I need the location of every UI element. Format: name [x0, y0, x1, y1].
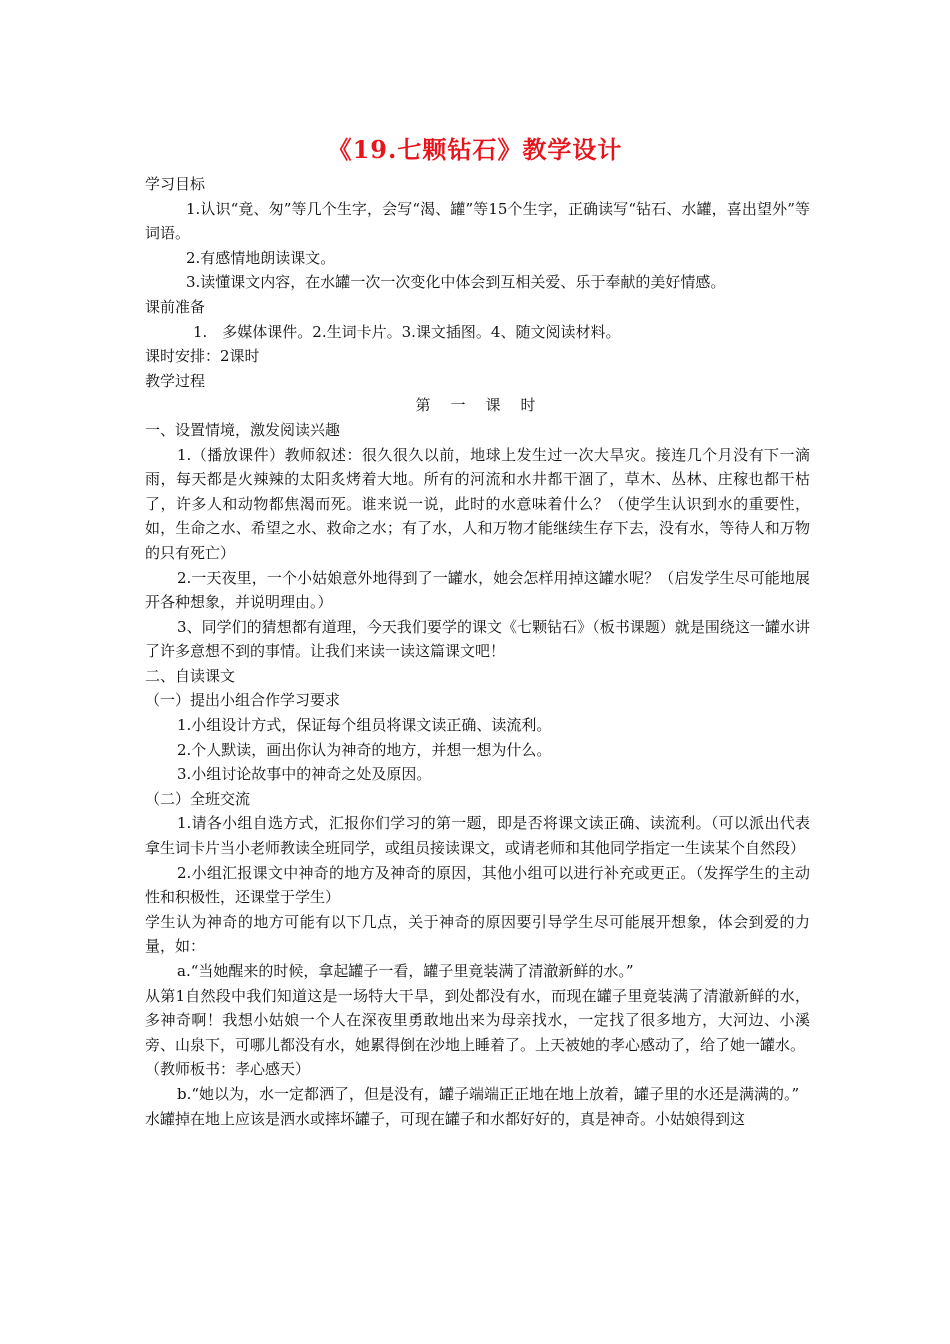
paragraph: 学习目标 — [145, 175, 206, 193]
paragraph: 2.一天夜里，一个小姑娘意外地得到了一罐水，她会怎样用掉这罐水呢？（启发学生尽可能地展开各种想象，并说明理由。） — [145, 568, 810, 612]
paragraph: 课时安排：2课时 — [145, 347, 260, 366]
paragraph: 一、设置情境，激发阅读兴趣 — [145, 420, 341, 439]
paragraph: 2.小组汇报课文中神奇的地方及神奇的原因，其他小组可以进行补充或更正。（发挥学生的主动性和积极性，还课堂于学生） — [145, 863, 810, 907]
paragraph: a.“当她醒来的时候，拿起罐子一看，罐子里竟装满了清澈新鲜的水。” — [177, 962, 634, 980]
document-title: 《19.七颗钻石》教学设计 — [327, 135, 623, 164]
document-body — [145, 172, 810, 1131]
paragraph: 水罐掉在地上应该是洒水或摔坏罐子，可现在罐子和水都好好的，真是神奇。小姑娘得到这 — [145, 1109, 746, 1128]
paragraph: b.“她以为，水一定都洒了，但是没有，罐子端端正正地在地上放着，罐子里的水还是满满的。” — [177, 1084, 800, 1103]
paragraph: 从第1自然段中我们知道这是一场特大干旱，到处都没有水，而现在罐子里竟装满了清澈新鲜的水，多神奇啊！我想小姑娘一个人在深夜里勇敢地出来为母亲找水，一定找了很多地方，大河边、小溪旁、山泉下，可哪儿都没有水，她累得倒在沙地上睡着了。上天被她的孝心感动了，给了她一罐水。 — [145, 986, 810, 1054]
paragraph: 1.（播放课件）教师叙述：很久很久以前，地球上发生过一次大旱灾。接连几个月没有下一滴雨，每天都是火辣辣的太阳炙烤着大地。所有的河流和水井都干涸了，草木、丛林、庄稼也都干枯了，许多人和动物都焦渴而死。谁来说一说，此时的水意味着什么？（使学生认识到水的重要性，如，生命之水、希望之水、救命之水；有了水，人和万物才能继续生存下去，没有水，等待人和万物的只有死亡） — [145, 445, 810, 562]
section-heading: 第一课时 — [415, 396, 556, 415]
paragraph: 2.有感情地朗读课文。 — [186, 248, 336, 267]
paragraph: 1.请各小组自选方式，汇报你们学习的第一题，即是否将课文读正确、读流利。（可以派出代表拿生词卡片当小老师教读全班同学，或组员接读课文，或请老师和其他同学指定一生读某个自然段） — [145, 814, 810, 858]
paragraph: 3.小组讨论故事中的神奇之处及原因。 — [177, 765, 432, 784]
paragraph: 教学过程 — [145, 371, 206, 390]
paragraph: （一）提出小组合作学习要求 — [145, 691, 341, 710]
paragraph: 3.读懂课文内容，在水罐一次一次变化中体会到互相关爱、乐于奉献的美好情感。 — [186, 273, 726, 292]
paragraph: （二）全班交流 — [145, 789, 251, 808]
paragraph: 二、自读课文 — [145, 666, 236, 685]
paragraph: 2.个人默读，画出你认为神奇的地方，并想一想为什么。 — [177, 740, 552, 759]
paragraph: 学生认为神奇的地方可能有以下几点，关于神奇的原因要引导学生尽可能展开想象，体会到爱的力量，如： — [145, 912, 810, 956]
paragraph: 课前准备 — [145, 297, 206, 316]
paragraph: 1.认识“竟、匆”等几个生字，会写“渴、罐”等15个生字，正确读写“钻石、水罐，喜出望外”等词语。 — [145, 199, 810, 243]
paragraph: （教师板书：孝心感天） — [145, 1060, 311, 1079]
paragraph: 1. 多媒体课件。2.生词卡片。3.课文插图。4、随文阅读材料。 — [193, 322, 621, 341]
paragraph: 3、同学们的猜想都有道理，今天我们要学的课文《七颗钻石》（板书课题）就是围绕这一罐水讲了许多意想不到的事情。让我们来读一读这篇课文吧！ — [145, 617, 810, 661]
paragraph: 1.小组设计方式，保证每个组员将课文读正确、读流利。 — [177, 716, 552, 735]
